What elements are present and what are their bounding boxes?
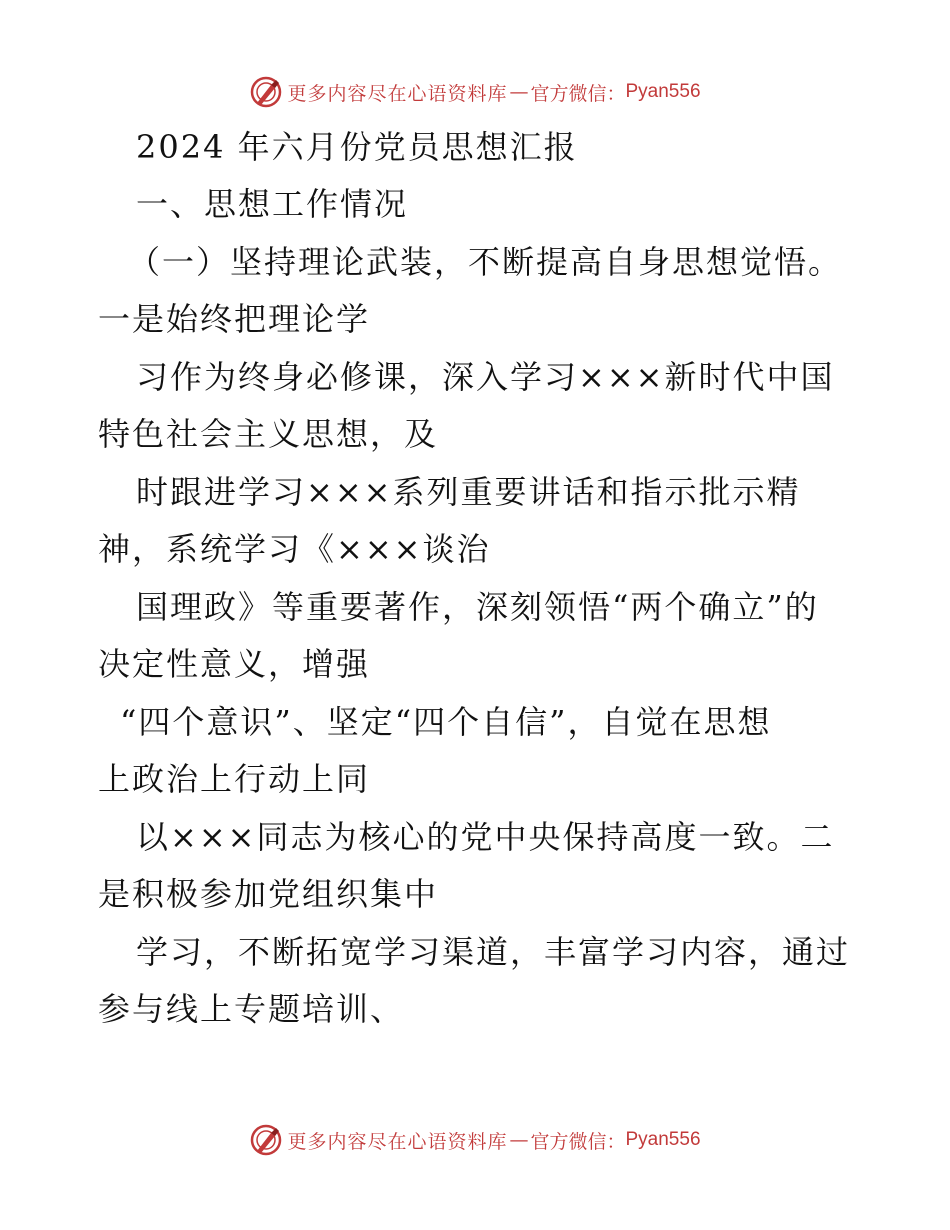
footer-watermark xyxy=(0,1120,950,1160)
watermark-separator: — xyxy=(509,81,529,103)
paragraph-line: 是积极参加党组织集中 xyxy=(98,875,439,913)
paragraph-line: 决定性意义，增强 xyxy=(98,645,371,683)
paragraph-line: 参与线上专题培训、 xyxy=(98,990,405,1028)
watermark-separator: — xyxy=(509,1129,529,1151)
paragraph-line: 上政治上行动上同 xyxy=(98,760,371,798)
paragraph-line: “四个意识”、坚定“四个自信”，自觉在思想 xyxy=(120,703,772,741)
watermark-wechat-label: 官方微信： xyxy=(530,82,626,105)
section-heading: 一、思想工作情况 xyxy=(136,185,409,223)
paragraph-line: 特色社会主义思想，及 xyxy=(98,415,439,453)
paragraph-line: 时跟进学习×××系列重要讲话和指示批示精 xyxy=(136,473,801,511)
paragraph-line: 学习，不断拓宽学习渠道，丰富学习内容，通过 xyxy=(136,933,851,971)
subsection-heading: （一）坚持理论武装，不断提高自身思想觉悟。 xyxy=(128,243,843,281)
watermark-text: 更多内容尽在心语资料库 xyxy=(287,82,508,105)
paragraph-line: 国理政》等重要著作，深刻领悟“两个确立”的 xyxy=(136,588,819,626)
document-title: 2024 年六月份党员思想汇报 xyxy=(136,128,578,166)
pen-logo-icon xyxy=(249,1123,283,1157)
header-watermark xyxy=(0,72,950,112)
watermark-text: 更多内容尽在心语资料库 xyxy=(287,1130,508,1153)
paragraph-line: 以×××同志为核心的党中央保持高度一致。二 xyxy=(136,818,835,856)
paragraph-line: 习作为终身必修课，深入学习×××新时代中国 xyxy=(136,358,835,396)
watermark-wechat-id: Pyan556 xyxy=(625,1129,701,1150)
paragraph-line: 神，系统学习《×××谈治 xyxy=(98,530,491,568)
watermark-wechat-label: 官方微信： xyxy=(530,1130,626,1153)
pen-logo-icon xyxy=(249,75,283,109)
watermark-wechat-id: Pyan556 xyxy=(625,81,701,102)
paragraph-line: 一是始终把理论学 xyxy=(98,300,371,338)
